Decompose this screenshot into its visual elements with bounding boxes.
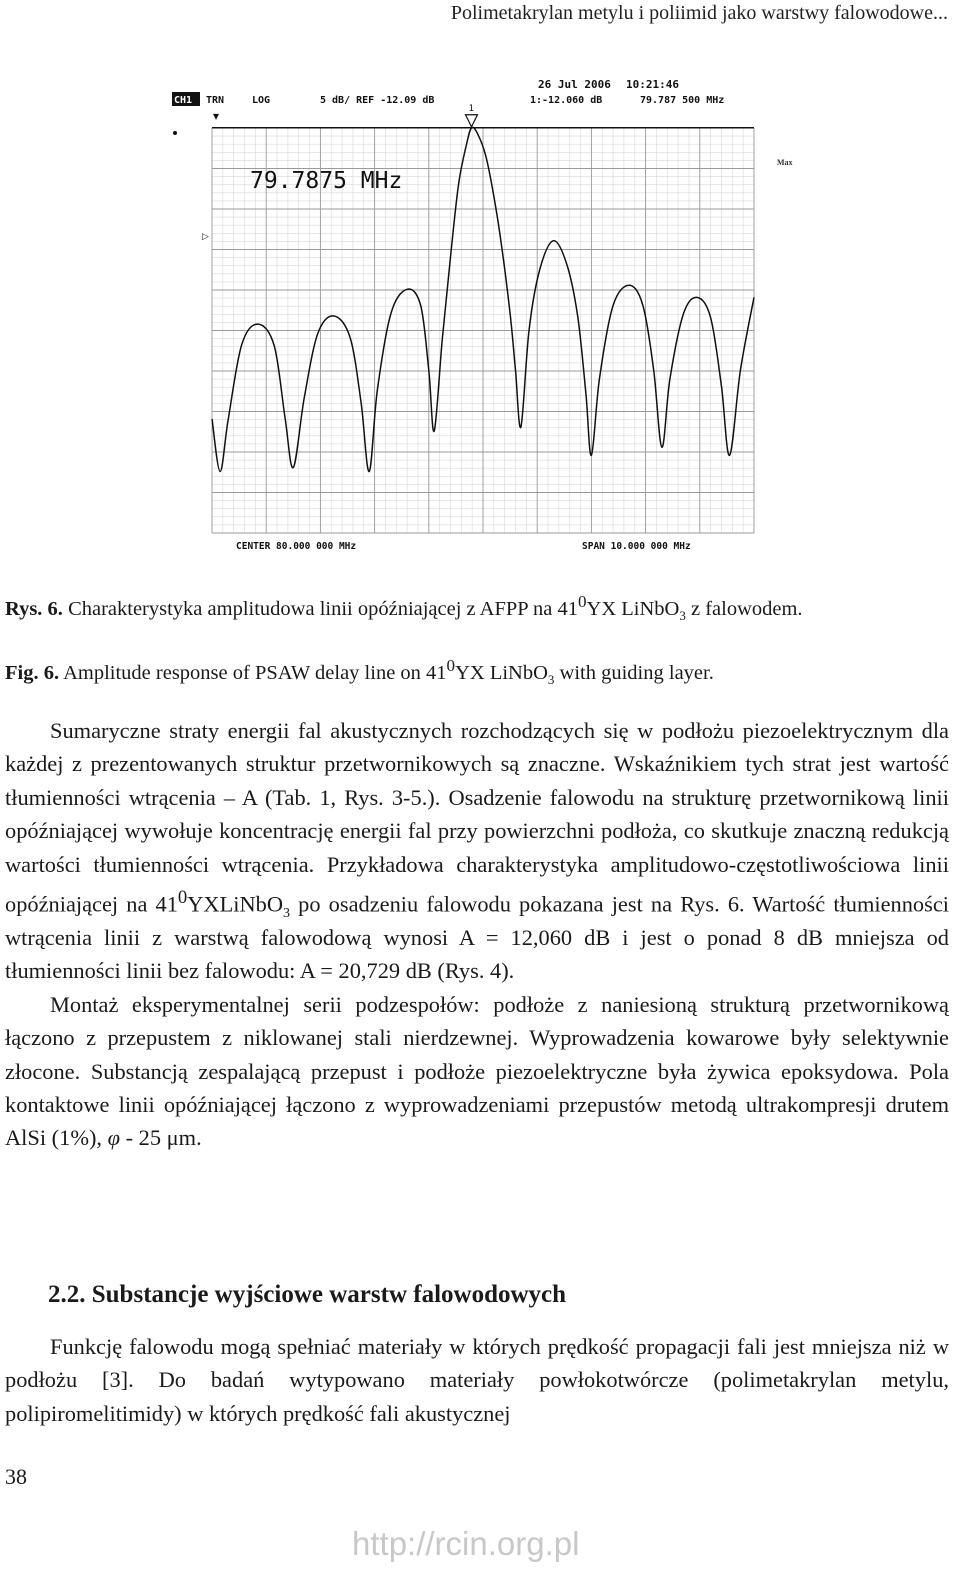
marker-readout-freq: 79.787 500 MHz bbox=[640, 95, 725, 106]
paragraph-1-sup: 0 bbox=[177, 887, 188, 909]
status-format: LOG bbox=[252, 95, 271, 106]
ref-line-pointer: ▷ bbox=[202, 231, 209, 241]
caption-english-sup: 0 bbox=[446, 656, 456, 675]
caption-polish-label: Rys. 6. bbox=[5, 597, 63, 620]
caption-english-text-2: YX LiNbO bbox=[455, 661, 548, 684]
trigger-marker-icon: ▾ bbox=[213, 109, 220, 123]
paragraph-1-part-c: po osadzeniu falowodu pokazana jest na Rys. 6. Wartość tłumienności wtrącenia linii z warstwą falowodową wynosi A = 12,060 dB i jest o ponad 8 dB mniejsza od tłumienności linii bez falowodu: A = 20,729 dB (Rys. 4). bbox=[5, 891, 949, 984]
caption-polish-text-3: z falowodem. bbox=[685, 597, 803, 620]
marker-triangle-icon bbox=[465, 115, 477, 127]
caption-english-label: Fig. 6. bbox=[5, 661, 60, 684]
side-label: Max bbox=[777, 158, 793, 167]
caption-polish-sup: 0 bbox=[578, 592, 587, 611]
body-paragraphs-1 bbox=[5, 714, 949, 1155]
marker-frequency-label: 79.7875 MHz bbox=[250, 168, 403, 194]
paragraph-2-part-b: - 25 μm. bbox=[120, 1125, 202, 1151]
status-mode: TRN bbox=[206, 95, 225, 106]
header-date: 26 Jul 2006 bbox=[538, 78, 611, 91]
caption-polish-text-2: YX LiNbO bbox=[586, 597, 680, 620]
dot-icon bbox=[173, 131, 177, 135]
caption-english bbox=[5, 649, 950, 690]
caption-english-text-3: with guiding layer. bbox=[554, 661, 714, 684]
marker-number: 1 bbox=[468, 103, 474, 114]
paragraph-2-part-a: Montaż eksperymentalnej serii podzespołów: podłoże z naniesioną strukturą przetwornikową łączono z przepustem z niklowanej stali nierdzewnej. Wyprowadzenia kowarowe były selektywnie złocone. Substancją zespalającą przepust i podłoże piezoelektryczne była żywica epoksydowa. Pola kontaktowe linii opóźniającej łączono z wyprowadzeniami przepustów metodą ultrakompresji drutem AlSi (1%), bbox=[5, 991, 949, 1151]
caption-english-text: Amplitude response of PSAW delay line on 41 bbox=[63, 661, 447, 684]
paragraph-1 bbox=[5, 714, 949, 988]
network-analyzer-plot bbox=[160, 70, 800, 570]
page-number: 38 bbox=[5, 1464, 27, 1489]
caption-polish-sub: 3 bbox=[679, 607, 686, 623]
paragraph-1-part-b: YXLiNbO bbox=[187, 891, 284, 917]
running-head: Polimetakrylan metylu i poliimid jako warstwy falowodowe... bbox=[450, 2, 948, 24]
center-frequency: CENTER 80.000 000 MHz bbox=[236, 541, 357, 552]
paragraph-3: Funkcję falowodu mogą spełniać materiały w których prędkość propagacji fali jest mniejsza niż w podłożu [3]. Do badań wytypowano materiały powłokotwórcze (polimetakrylan metylu, polipiromelitimidy) w których prędkość fali akustycznej bbox=[5, 1334, 949, 1426]
caption-polish bbox=[5, 585, 950, 626]
paragraph-2-phi: φ bbox=[107, 1125, 121, 1151]
paragraph-1-sub: 3 bbox=[283, 905, 291, 921]
paragraph-2 bbox=[5, 988, 949, 1155]
figure-amplitude-response bbox=[160, 70, 800, 570]
body-paragraphs-2 bbox=[5, 1330, 949, 1430]
header-time: 10:21:46 bbox=[626, 78, 679, 91]
caption-polish-text: Charakterystyka amplitudowa linii opóźniającej z AFPP na 41 bbox=[68, 597, 578, 620]
section-heading: 2.2. Substancje wyjściowe warstw falowodowych bbox=[48, 1281, 567, 1308]
watermark-url: http://rcin.org.pl bbox=[352, 1525, 580, 1562]
channel-label: CH1 bbox=[174, 95, 193, 106]
span-frequency: SPAN 10.000 000 MHz bbox=[582, 541, 691, 552]
paragraph-1-part-a: Sumaryczne straty energii fal akustycznych rozchodzących się w podłożu piezoelektrycznym dla każdej z prezentowanych struktur przetwornikowych są znaczne. Wskaźnikiem tych strat jest wartość tłumienności wtrącenia – A (Tab. 1, Rys. 3-5.). Osadzenie falowodu na strukturę przetwornikową linii opóźniającej wywołuje koncentrację energii fal przy powierzchni podłoża, co skutkuje znaczną redukcją wartości tłumienności wtrącenia. Przykładowa charakterystyka amplitudowo-częstotliwościowa linii opóźniającej na 41 bbox=[5, 718, 949, 917]
marker-readout-amp: 1:-12.060 dB bbox=[530, 95, 603, 106]
status-scale: 5 dB/ REF -12.09 dB bbox=[320, 95, 435, 106]
caption-english-sub: 3 bbox=[547, 671, 555, 687]
